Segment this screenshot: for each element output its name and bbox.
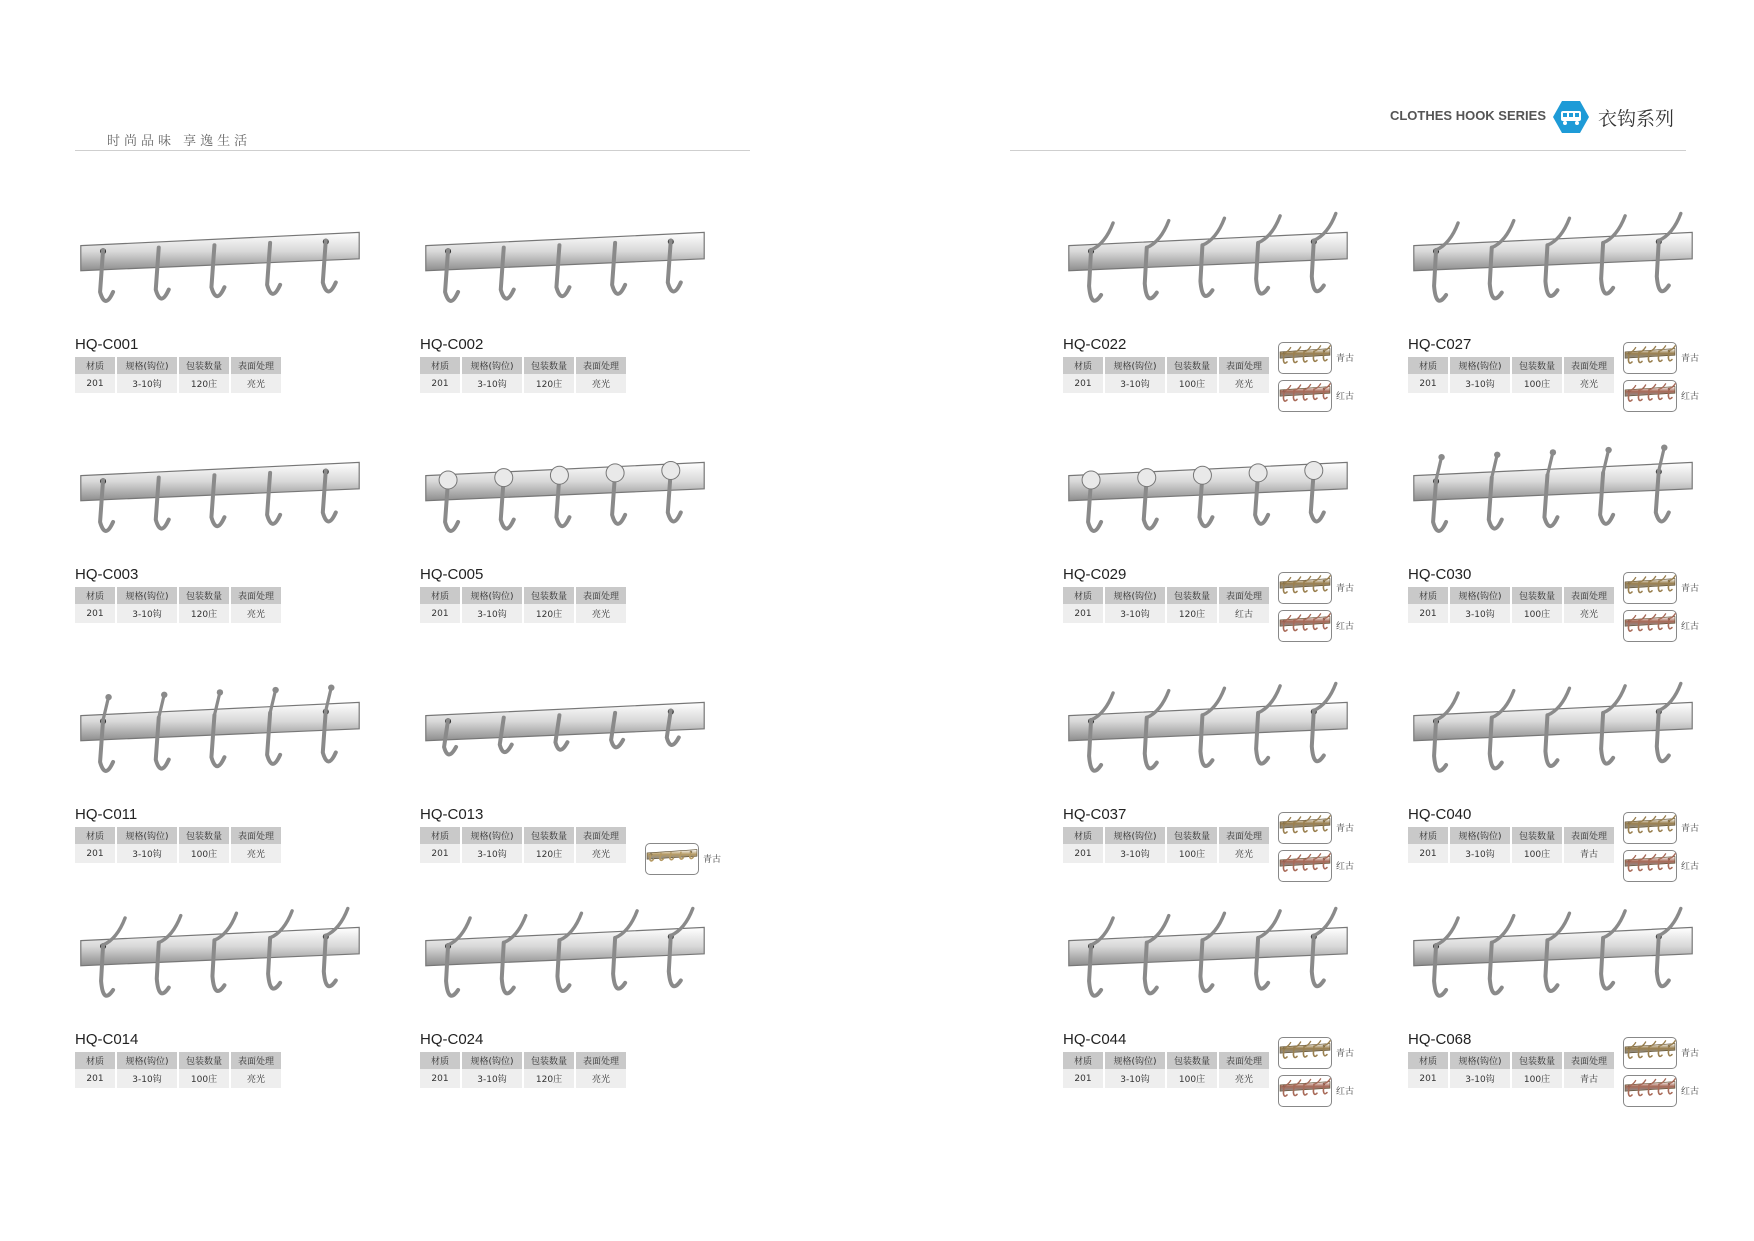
spec-value-cell: 青古 [1563, 844, 1615, 863]
spec-table [75, 827, 283, 863]
product-hq-c024 [420, 905, 720, 1125]
spec-value-cell: 201 [1063, 1069, 1104, 1088]
product-hq-c002 [420, 210, 720, 430]
spec-header-cell: 材质 [1063, 827, 1104, 844]
spec-table [420, 357, 628, 393]
product-hq-c027 [1408, 210, 1708, 430]
spec-value-cell: 201 [75, 604, 116, 623]
spec-header-cell: 规格(钩位) [1449, 827, 1511, 844]
finish-variant [1623, 342, 1703, 374]
spec-header-cell: 规格(钩位) [1449, 587, 1511, 604]
spec-table-value-row [1063, 844, 1270, 863]
spec-header-cell: 表面处理 [575, 1052, 627, 1069]
spec-value-cell: 亮光 [1218, 1069, 1270, 1088]
spec-table [75, 587, 283, 623]
spec-header-cell: 表面处理 [1218, 357, 1270, 374]
spec-value-cell: 3-10钩 [1449, 374, 1511, 393]
spec-value-cell: 201 [1408, 1069, 1449, 1088]
spec-value-cell: 3-10钩 [461, 374, 523, 393]
spec-value-cell: 100庄 [1166, 374, 1218, 393]
spec-table [420, 827, 628, 863]
finish-label: 红古 [1681, 862, 1700, 872]
product-code: HQ-C013 [420, 806, 484, 823]
product-code: HQ-C001 [75, 336, 139, 353]
finish-label: 青古 [1336, 1049, 1355, 1059]
spec-value-cell: 亮光 [575, 374, 627, 393]
spec-table-header-row [75, 827, 282, 844]
spec-table-header-row [420, 1052, 627, 1069]
spec-header-cell: 规格(钩位) [1104, 357, 1166, 374]
finish-thumbnail [1623, 812, 1677, 844]
slogan: 时尚品味 享逸生活 [107, 134, 252, 149]
product-hq-c022 [1063, 210, 1363, 430]
finish-thumbnail [1278, 850, 1332, 882]
spec-value-cell: 120庄 [523, 604, 575, 623]
finish-label: 青古 [1681, 824, 1700, 834]
spec-table-header-row [75, 587, 282, 604]
spec-header-cell: 规格(钩位) [116, 827, 178, 844]
spec-value-cell: 201 [75, 844, 116, 863]
finish-thumbnail [1623, 610, 1677, 642]
product-code: HQ-C037 [1063, 806, 1127, 823]
spec-header-cell: 表面处理 [575, 357, 627, 374]
spec-header-cell: 包装数量 [178, 587, 230, 604]
series-title-en: CLOTHES HOOK SERIES [1389, 108, 1546, 123]
product-code: HQ-C022 [1063, 336, 1127, 353]
spec-header-cell: 规格(钩位) [461, 587, 523, 604]
spec-header-cell: 材质 [1408, 827, 1449, 844]
spec-value-cell: 201 [1408, 604, 1449, 623]
finish-variant [645, 843, 725, 875]
spec-header-cell: 材质 [1408, 1052, 1449, 1069]
hook-rack-image [1063, 440, 1353, 560]
spec-header-cell: 包装数量 [1166, 587, 1218, 604]
finish-variant [1278, 1037, 1358, 1069]
spec-table-value-row [420, 604, 627, 623]
right-page-header [1010, 100, 1686, 151]
hook-rack-image [75, 210, 365, 330]
spec-header-cell: 规格(钩位) [116, 587, 178, 604]
spec-table [420, 1052, 628, 1088]
spec-table-header-row [1408, 827, 1615, 844]
spec-header-cell: 规格(钩位) [461, 357, 523, 374]
spec-value-cell: 201 [75, 1069, 116, 1088]
spec-header-cell: 规格(钩位) [461, 827, 523, 844]
hook-rack-image [75, 440, 365, 560]
spec-table-value-row [420, 1069, 627, 1088]
spec-value-cell: 201 [420, 1069, 461, 1088]
spec-header-cell: 材质 [1063, 1052, 1104, 1069]
spec-table-value-row [75, 604, 282, 623]
series-title-cn: 衣钩系列 [1597, 108, 1674, 130]
finish-thumbnail [1278, 812, 1332, 844]
spec-value-cell: 3-10钩 [1104, 844, 1166, 863]
spec-header-cell: 材质 [75, 827, 116, 844]
spec-header-cell: 包装数量 [1166, 357, 1218, 374]
product-code: HQ-C003 [75, 566, 139, 583]
spec-header-cell: 包装数量 [1511, 357, 1563, 374]
spec-table [1063, 827, 1271, 863]
spec-table [420, 587, 628, 623]
product-code: HQ-C068 [1408, 1031, 1472, 1048]
finish-thumbnail [645, 843, 699, 875]
spec-header-cell: 材质 [75, 357, 116, 374]
spec-table [1408, 827, 1616, 863]
finish-thumbnail [1623, 342, 1677, 374]
spec-table-header-row [1408, 357, 1615, 374]
spec-header-cell: 包装数量 [523, 587, 575, 604]
spec-table-header-row [1408, 587, 1615, 604]
hook-rack-image [420, 680, 710, 800]
spec-header-cell: 包装数量 [1166, 827, 1218, 844]
spec-table [1408, 357, 1616, 393]
spec-table-value-row [75, 844, 282, 863]
spec-value-cell: 201 [420, 374, 461, 393]
spec-value-cell: 100庄 [1166, 1069, 1218, 1088]
spec-value-cell: 亮光 [1218, 374, 1270, 393]
spec-value-cell: 3-10钩 [1104, 374, 1166, 393]
finish-label: 红古 [1336, 392, 1355, 402]
product-hq-c011 [75, 680, 375, 900]
hook-rack-image [1063, 905, 1353, 1025]
product-hq-c013 [420, 680, 720, 900]
spec-header-cell: 包装数量 [523, 357, 575, 374]
finish-thumbnail [1278, 610, 1332, 642]
finish-label: 红古 [1681, 622, 1700, 632]
spec-header-cell: 规格(钩位) [1104, 827, 1166, 844]
finish-variant [1278, 610, 1358, 642]
product-code: HQ-C024 [420, 1031, 484, 1048]
spec-value-cell: 120庄 [523, 1069, 575, 1088]
spec-header-cell: 规格(钩位) [1104, 587, 1166, 604]
spec-table [1408, 587, 1616, 623]
spec-header-cell: 表面处理 [1563, 1052, 1615, 1069]
finish-thumbnail [1623, 850, 1677, 882]
spec-table-value-row [1408, 374, 1615, 393]
spec-table-value-row [1063, 374, 1270, 393]
hook-rack-image [1408, 905, 1698, 1025]
spec-value-cell: 亮光 [230, 1069, 282, 1088]
spec-table [75, 357, 283, 393]
spec-value-cell: 红古 [1218, 604, 1270, 623]
finish-label: 红古 [1681, 1087, 1700, 1097]
spec-value-cell: 120庄 [523, 844, 575, 863]
spec-value-cell: 120庄 [523, 374, 575, 393]
finish-variant [1278, 812, 1358, 844]
spec-header-cell: 表面处理 [575, 587, 627, 604]
spec-value-cell: 3-10钩 [1449, 1069, 1511, 1088]
product-hq-c001 [75, 210, 375, 430]
hook-rack-image [75, 680, 365, 800]
spec-header-cell: 包装数量 [1511, 587, 1563, 604]
spec-table-header-row [1063, 827, 1270, 844]
product-code: HQ-C027 [1408, 336, 1472, 353]
hook-rack-image [420, 210, 710, 330]
product-code: HQ-C040 [1408, 806, 1472, 823]
bus-hexagon-icon [1552, 100, 1590, 134]
spec-table-header-row [1063, 357, 1270, 374]
spec-header-cell: 材质 [75, 587, 116, 604]
finish-label: 青古 [1681, 584, 1700, 594]
spec-value-cell: 3-10钩 [461, 844, 523, 863]
spec-header-cell: 规格(钩位) [461, 1052, 523, 1069]
spec-table [1408, 1052, 1616, 1088]
hook-rack-image [1063, 210, 1353, 330]
product-hq-c037 [1063, 680, 1363, 900]
product-hq-c014 [75, 905, 375, 1125]
spec-value-cell: 亮光 [230, 604, 282, 623]
spec-header-cell: 材质 [1063, 357, 1104, 374]
finish-variant [1623, 380, 1703, 412]
spec-table-header-row [75, 1052, 282, 1069]
finish-variant [1278, 850, 1358, 882]
spec-value-cell: 3-10钩 [1449, 844, 1511, 863]
spec-table-header-row [1063, 587, 1270, 604]
spec-value-cell: 3-10钩 [116, 604, 178, 623]
spec-table [75, 1052, 283, 1088]
spec-table-value-row [75, 374, 282, 393]
spec-header-cell: 规格(钩位) [1104, 1052, 1166, 1069]
spec-table-header-row [420, 587, 627, 604]
finish-thumbnail [1278, 342, 1332, 374]
finish-variant [1623, 812, 1703, 844]
spec-value-cell: 201 [1063, 604, 1104, 623]
hook-rack-image [420, 905, 710, 1025]
spec-table-header-row [420, 357, 627, 374]
spec-header-cell: 表面处理 [1218, 587, 1270, 604]
finish-label: 青古 [1336, 584, 1355, 594]
spec-header-cell: 包装数量 [178, 1052, 230, 1069]
spec-value-cell: 3-10钩 [1449, 604, 1511, 623]
product-code: HQ-C044 [1063, 1031, 1127, 1048]
spec-header-cell: 包装数量 [1511, 827, 1563, 844]
hook-rack-image [1408, 680, 1698, 800]
spec-table-header-row [75, 357, 282, 374]
spec-value-cell: 3-10钩 [116, 844, 178, 863]
spec-header-cell: 表面处理 [230, 357, 282, 374]
spec-table-header-row [420, 827, 627, 844]
product-code: HQ-C029 [1063, 566, 1127, 583]
spec-header-cell: 表面处理 [1218, 827, 1270, 844]
spec-header-cell: 规格(钩位) [116, 1052, 178, 1069]
finish-label: 红古 [1336, 1087, 1355, 1097]
finish-thumbnail [1623, 572, 1677, 604]
finish-thumbnail [1278, 380, 1332, 412]
product-code: HQ-C005 [420, 566, 484, 583]
spec-header-cell: 表面处理 [575, 827, 627, 844]
spec-value-cell: 亮光 [1563, 604, 1615, 623]
spec-value-cell: 201 [420, 604, 461, 623]
finish-variant [1623, 850, 1703, 882]
spec-header-cell: 表面处理 [1563, 357, 1615, 374]
finish-variant [1278, 342, 1358, 374]
spec-header-cell: 材质 [420, 827, 461, 844]
spec-table-value-row [75, 1069, 282, 1088]
hook-rack-image [1408, 440, 1698, 560]
finish-variant [1623, 572, 1703, 604]
spec-header-cell: 材质 [420, 1052, 461, 1069]
product-code: HQ-C011 [75, 806, 138, 823]
finish-label: 红古 [1336, 622, 1355, 632]
spec-value-cell: 120庄 [178, 374, 230, 393]
spec-header-cell: 材质 [420, 587, 461, 604]
spec-header-cell: 材质 [1408, 357, 1449, 374]
spec-value-cell: 3-10钩 [461, 1069, 523, 1088]
finish-thumbnail [1623, 1075, 1677, 1107]
spec-header-cell: 规格(钩位) [1449, 1052, 1511, 1069]
spec-table-value-row [1408, 844, 1615, 863]
spec-table-value-row [1408, 604, 1615, 623]
spec-table-value-row [1063, 604, 1270, 623]
finish-label: 青古 [1681, 1049, 1700, 1059]
spec-value-cell: 100庄 [1511, 374, 1563, 393]
spec-header-cell: 材质 [420, 357, 461, 374]
spec-header-cell: 规格(钩位) [1449, 357, 1511, 374]
spec-table-header-row [1063, 1052, 1270, 1069]
finish-thumbnail [1623, 380, 1677, 412]
spec-value-cell: 3-10钩 [1104, 604, 1166, 623]
spec-header-cell: 包装数量 [1166, 1052, 1218, 1069]
product-code: HQ-C030 [1408, 566, 1472, 583]
spec-table [1063, 357, 1271, 393]
spec-header-cell: 包装数量 [1511, 1052, 1563, 1069]
spec-value-cell: 120庄 [1166, 604, 1218, 623]
hook-rack-image [1408, 210, 1698, 330]
finish-label: 青古 [1336, 824, 1355, 834]
product-hq-c005 [420, 440, 720, 660]
product-code: HQ-C014 [75, 1031, 139, 1048]
spec-table-value-row [1063, 1069, 1270, 1088]
spec-table-value-row [420, 374, 627, 393]
product-code: HQ-C002 [420, 336, 484, 353]
spec-value-cell: 3-10钩 [461, 604, 523, 623]
spec-header-cell: 表面处理 [230, 827, 282, 844]
spec-header-cell: 材质 [1408, 587, 1449, 604]
product-hq-c003 [75, 440, 375, 660]
spec-header-cell: 表面处理 [1563, 827, 1615, 844]
spec-value-cell: 201 [1063, 844, 1104, 863]
spec-value-cell: 120庄 [178, 604, 230, 623]
hook-rack-image [75, 905, 365, 1025]
finish-variant [1278, 572, 1358, 604]
finish-label: 青古 [1681, 354, 1700, 364]
product-hq-c068 [1408, 905, 1708, 1125]
spec-value-cell: 100庄 [178, 844, 230, 863]
spec-value-cell: 201 [1063, 374, 1104, 393]
spec-value-cell: 3-10钩 [116, 1069, 178, 1088]
spec-value-cell: 201 [1408, 374, 1449, 393]
spec-header-cell: 包装数量 [178, 827, 230, 844]
finish-thumbnail [1278, 1037, 1332, 1069]
spec-value-cell: 3-10钩 [1104, 1069, 1166, 1088]
finish-thumbnail [1278, 1075, 1332, 1107]
spec-value-cell: 100庄 [1511, 844, 1563, 863]
spec-table [1063, 587, 1271, 623]
spec-header-cell: 表面处理 [1218, 1052, 1270, 1069]
finish-label: 红古 [1681, 392, 1700, 402]
spec-header-cell: 表面处理 [1563, 587, 1615, 604]
spec-header-cell: 材质 [1063, 587, 1104, 604]
spec-value-cell: 亮光 [230, 844, 282, 863]
spec-value-cell: 青古 [1563, 1069, 1615, 1088]
spec-value-cell: 100庄 [1511, 604, 1563, 623]
spec-table-header-row [1408, 1052, 1615, 1069]
product-hq-c040 [1408, 680, 1708, 900]
spec-value-cell: 100庄 [1511, 1069, 1563, 1088]
finish-thumbnail [1623, 1037, 1677, 1069]
left-page-header [75, 126, 750, 151]
spec-value-cell: 亮光 [575, 844, 627, 863]
finish-thumbnail [1278, 572, 1332, 604]
finish-label: 青古 [703, 855, 722, 865]
finish-variant [1278, 1075, 1358, 1107]
spec-value-cell: 201 [75, 374, 116, 393]
spec-header-cell: 规格(钩位) [116, 357, 178, 374]
finish-variant [1278, 380, 1358, 412]
product-hq-c029 [1063, 440, 1363, 660]
spec-header-cell: 包装数量 [178, 357, 230, 374]
spec-value-cell: 亮光 [575, 604, 627, 623]
spec-value-cell: 100庄 [178, 1069, 230, 1088]
spec-value-cell: 亮光 [230, 374, 282, 393]
product-hq-c030 [1408, 440, 1708, 660]
spec-header-cell: 材质 [75, 1052, 116, 1069]
finish-variant [1623, 1037, 1703, 1069]
spec-value-cell: 亮光 [1218, 844, 1270, 863]
finish-label: 红古 [1336, 862, 1355, 872]
spec-value-cell: 3-10钩 [116, 374, 178, 393]
spec-table-value-row [420, 844, 627, 863]
spec-table [1063, 1052, 1271, 1088]
spec-header-cell: 表面处理 [230, 587, 282, 604]
spec-value-cell: 亮光 [575, 1069, 627, 1088]
spec-header-cell: 表面处理 [230, 1052, 282, 1069]
finish-variant [1623, 610, 1703, 642]
product-hq-c044 [1063, 905, 1363, 1125]
spec-value-cell: 201 [1408, 844, 1449, 863]
spec-header-cell: 包装数量 [523, 827, 575, 844]
spec-header-cell: 包装数量 [523, 1052, 575, 1069]
spec-value-cell: 100庄 [1166, 844, 1218, 863]
hook-rack-image [420, 440, 710, 560]
finish-label: 青古 [1336, 354, 1355, 364]
finish-variant [1623, 1075, 1703, 1107]
spec-value-cell: 亮光 [1563, 374, 1615, 393]
hook-rack-image [1063, 680, 1353, 800]
spec-table-value-row [1408, 1069, 1615, 1088]
spec-value-cell: 201 [420, 844, 461, 863]
